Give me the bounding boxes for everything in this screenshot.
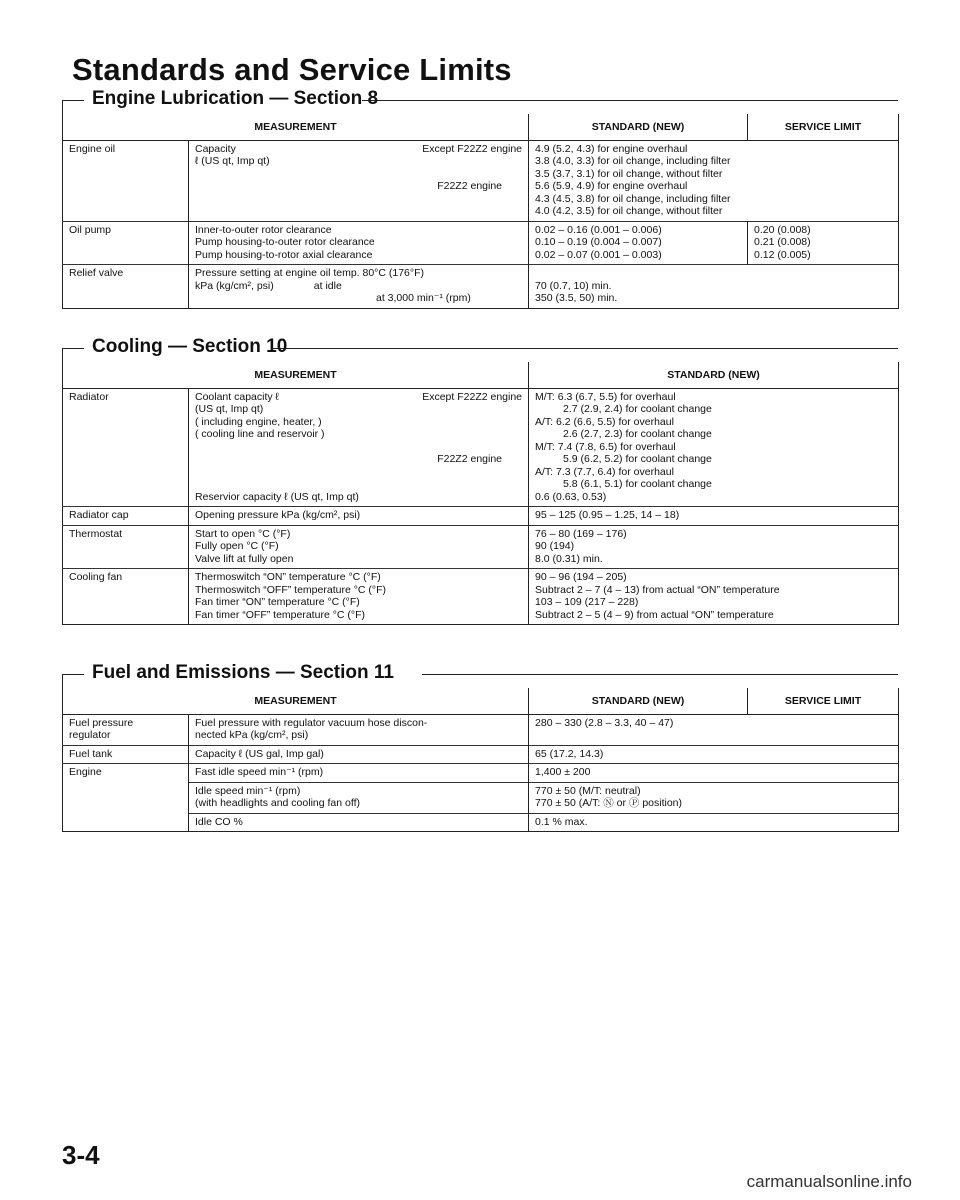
text-line: ( including engine, heater, ) xyxy=(195,415,322,428)
text-line: Engine xyxy=(69,766,102,778)
text-line: at idle xyxy=(313,279,342,292)
table-row xyxy=(63,507,899,526)
measurement-cell xyxy=(189,507,529,526)
text-line: at 3,000 min⁻¹ (rpm) xyxy=(376,292,471,304)
item-cell: Radiator cap xyxy=(63,507,189,526)
measurement-cell xyxy=(189,221,529,265)
table-row xyxy=(63,714,899,745)
section-heading-bar xyxy=(62,336,898,362)
text-line: ( cooling line and reservoir ) xyxy=(195,428,325,440)
measurement-cell xyxy=(189,140,529,221)
measurement-cell xyxy=(189,745,529,764)
text-line: Fully open °C (°F) xyxy=(195,540,279,552)
text-line: Reservior capacity ℓ (US qt, Imp qt) xyxy=(195,490,359,503)
col-header-measurement: MEASUREMENT xyxy=(63,362,529,388)
measurement-cell xyxy=(189,569,529,625)
text-line: 65 (17.2, 14.3) xyxy=(535,747,604,760)
item-cell: Engine oil xyxy=(63,140,189,221)
page-title: Standards and Service Limits xyxy=(72,52,512,87)
item-cell: Oil pump xyxy=(63,221,189,265)
text-line: (with headlights and cooling fan off) xyxy=(195,797,360,809)
fuel-emissions-table xyxy=(62,688,899,832)
text-line: 70 (0.7, 10) min. xyxy=(535,279,612,292)
standard-cell xyxy=(529,525,899,569)
section-heading: Fuel and Emissions — Section 11 xyxy=(92,662,406,684)
standard-cell xyxy=(529,764,899,783)
text-line: A/T: 6.2 (6.6, 5.5) for overhaul xyxy=(535,415,674,428)
text-line: Capacity xyxy=(195,142,236,155)
measurement-cell xyxy=(189,265,529,309)
text-line: Pump housing-to-outer rotor clearance xyxy=(195,236,375,248)
text-line: 0.20 (0.008) xyxy=(754,223,811,236)
table-row xyxy=(63,813,899,832)
text-line: 95 – 125 (0.95 – 1.25, 14 – 18) xyxy=(535,509,680,521)
text-line: 2.7 (2.9, 2.4) for coolant change xyxy=(563,403,712,415)
text-line: 0.6 (0.63, 0.53) xyxy=(535,490,607,503)
standard-cell xyxy=(529,714,899,745)
item-cell: Cooling fan xyxy=(63,569,189,625)
table-row xyxy=(63,782,899,813)
measurement-cell xyxy=(189,782,529,813)
text-line: 3.8 (4.0, 3.3) for oil change, including filter xyxy=(535,155,731,167)
table-row xyxy=(63,569,899,625)
standard-cell xyxy=(529,221,748,265)
text-line: ℓ (US qt, Imp qt) xyxy=(195,155,270,167)
table-row xyxy=(63,525,899,569)
fuel-emissions-section xyxy=(62,662,898,832)
text-line: M/T: 6.3 (6.7, 5.5) for overhaul xyxy=(535,390,676,403)
table-row xyxy=(63,221,899,265)
text-line: 4.9 (5.2, 4.3) for engine overhaul xyxy=(535,142,688,155)
text-line: 3.5 (3.7, 3.1) for oil change, without filter xyxy=(535,167,723,180)
engine-lubrication-table xyxy=(62,114,899,309)
text-line: 0.21 (0.008) xyxy=(754,236,811,248)
text-line: Fast idle speed min⁻¹ (rpm) xyxy=(195,766,324,778)
text-line: Subtract 2 – 7 (4 – 13) from actual “ON” temperature xyxy=(535,583,780,596)
standard-cell xyxy=(529,507,899,526)
standard-cell xyxy=(529,569,899,625)
section-heading-bar xyxy=(62,88,898,114)
text-line: Thermoswitch “OFF” temperature °C (°F) xyxy=(195,583,387,596)
item-cell xyxy=(63,745,189,764)
text-line: A/T: 7.3 (7.7, 6.4) for overhaul xyxy=(535,465,674,478)
text-line: 350 (3.5, 50) min. xyxy=(535,292,618,304)
text-line: 4.0 (4.2, 3.5) for oil change, without filter xyxy=(535,205,723,217)
standard-cell xyxy=(529,745,899,764)
section-heading: Engine Lubrication — Section 8 xyxy=(92,88,390,110)
text-line: Valve lift at fully open xyxy=(195,552,294,565)
text-line: Inner-to-outer rotor clearance xyxy=(195,223,332,236)
text-line: nected kPa (kg/cm², psi) xyxy=(195,729,309,741)
text-line: 0.1 % max. xyxy=(535,815,588,828)
text-line: 103 – 109 (217 – 228) xyxy=(535,596,639,608)
text-line: F22Z2 engine xyxy=(437,180,503,192)
standard-cell xyxy=(529,140,899,221)
item-cell: Relief valve xyxy=(63,265,189,309)
text-line: 280 – 330 (2.8 – 3.3, 40 – 47) xyxy=(535,716,674,729)
col-header-measurement: MEASUREMENT xyxy=(63,114,529,140)
col-header-standard: STANDARD (NEW) xyxy=(529,114,748,140)
text-line: Pump housing-to-rotor axial clearance xyxy=(195,248,373,261)
text-line: Fuel tank xyxy=(69,747,113,760)
text-line: Fuel pressure xyxy=(69,716,134,729)
text-line: Pressure setting at engine oil temp. 80°C (176°F) xyxy=(195,267,425,279)
cooling-table xyxy=(62,362,899,625)
item-cell xyxy=(63,764,189,832)
text-line: M/T: 7.4 (7.8, 6.5) for overhaul xyxy=(535,440,676,453)
text-line: Except F22Z2 engine xyxy=(422,142,523,155)
text-line: 5.6 (5.9, 4.9) for engine overhaul xyxy=(535,180,688,192)
col-header-service-limit: SERVICE LIMIT xyxy=(748,114,899,140)
col-header-measurement: MEASUREMENT xyxy=(63,688,529,714)
text-line: Opening pressure kPa (kg/cm², psi) xyxy=(195,509,361,521)
text-line: 770 ± 50 (M/T: neutral) xyxy=(535,784,641,797)
item-cell xyxy=(63,714,189,745)
text-line: 76 – 80 (169 – 176) xyxy=(535,527,627,540)
text-line: 90 – 96 (194 – 205) xyxy=(535,571,627,583)
section-heading: Cooling — Section 10 xyxy=(92,336,299,358)
standard-cell xyxy=(529,813,899,832)
text-line: Idle CO % xyxy=(195,815,243,828)
table-row xyxy=(63,265,899,309)
text-line: (US qt, Imp qt) xyxy=(195,403,264,415)
text-line: 5.9 (6.2, 5.2) for coolant change xyxy=(563,453,712,465)
text-line: 90 (194) xyxy=(535,540,575,552)
text-line: regulator xyxy=(69,729,111,741)
standard-cell xyxy=(529,388,899,507)
measurement-cell xyxy=(189,525,529,569)
text-line: 2.6 (2.7, 2.3) for coolant change xyxy=(563,428,712,440)
table-row xyxy=(63,764,899,783)
standard-cell xyxy=(529,265,899,309)
col-header-standard: STANDARD (NEW) xyxy=(529,688,748,714)
col-header-service-limit: SERVICE LIMIT xyxy=(748,688,899,714)
standard-cell xyxy=(529,782,899,813)
watermark: carmanualsonline.info xyxy=(746,1172,912,1191)
section-heading-bar xyxy=(62,662,898,688)
text-line: kPa (kg/cm², psi) xyxy=(195,279,274,292)
text-line: Thermoswitch “ON” temperature °C (°F) xyxy=(195,571,381,583)
text-line: Fan timer “ON” temperature °C (°F) xyxy=(195,596,360,608)
text-line: Capacity ℓ (US gal, Imp gal) xyxy=(195,747,324,760)
text-line: Except F22Z2 engine xyxy=(422,390,523,403)
measurement-cell xyxy=(189,813,529,832)
text-line: 0.12 (0.005) xyxy=(754,248,811,261)
measurement-cell xyxy=(189,388,529,507)
engine-lubrication-section xyxy=(62,88,898,309)
table-row xyxy=(63,388,899,507)
text-line: 0.02 – 0.16 (0.001 – 0.006) xyxy=(535,223,662,236)
text-line: 4.3 (4.5, 3.8) for oil change, including filter xyxy=(535,192,731,205)
measurement-cell xyxy=(189,714,529,745)
page-number: 3-4 xyxy=(62,1140,100,1170)
text-line: Fan timer “OFF” temperature °C (°F) xyxy=(195,608,365,621)
text-line: 0.10 – 0.19 (0.004 – 0.007) xyxy=(535,236,662,248)
text-line: F22Z2 engine xyxy=(437,453,503,465)
text-line: 770 ± 50 (A/T: Ⓝ or Ⓟ position) xyxy=(535,797,683,809)
text-line: Subtract 2 – 5 (4 – 9) from actual “ON” temperature xyxy=(535,608,774,621)
measurement-cell xyxy=(189,764,529,783)
col-header-standard: STANDARD (NEW) xyxy=(529,362,899,388)
text-line: 1,400 ± 200 xyxy=(535,766,591,778)
service-limit-cell xyxy=(748,221,899,265)
cooling-section xyxy=(62,336,898,625)
text-line: 8.0 (0.31) min. xyxy=(535,552,603,565)
text-line: Idle speed min⁻¹ (rpm) xyxy=(195,784,301,797)
text-line: 0.02 – 0.07 (0.001 – 0.003) xyxy=(535,248,662,261)
table-row xyxy=(63,140,899,221)
table-row xyxy=(63,745,899,764)
text-line: Fuel pressure with regulator vacuum hose discon- xyxy=(195,716,428,729)
text-line: 5.8 (6.1, 5.1) for coolant change xyxy=(563,478,712,490)
item-cell: Radiator xyxy=(63,388,189,507)
text-line: Start to open °C (°F) xyxy=(195,527,291,540)
item-cell: Thermostat xyxy=(63,525,189,569)
text-line: Coolant capacity ℓ xyxy=(195,390,279,403)
